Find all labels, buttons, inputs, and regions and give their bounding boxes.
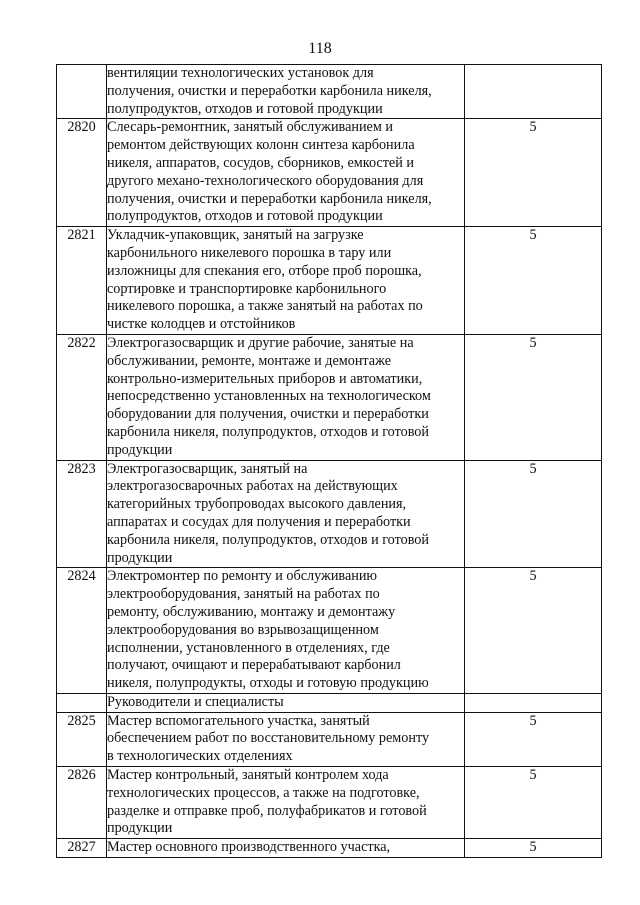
row-number-cell	[57, 65, 107, 119]
description-line: исполнении, установленного в отделениях, где	[107, 639, 390, 656]
occupation-description-cell	[107, 460, 465, 568]
description-line: получения, очистки и переработки карбонила никеля,	[107, 190, 432, 207]
occupation-description-cell	[107, 334, 465, 460]
row-number-cell: 2820	[57, 119, 107, 227]
description-line: получения, очистки и переработки карбонила никеля,	[107, 82, 432, 99]
description-line: обеспечением работ по восстановительному ремонту	[107, 730, 430, 747]
description-line: ремонту, обслуживанию, монтажу и демонтажу	[107, 603, 396, 620]
occupation-description-cell	[107, 693, 465, 712]
row-number-cell: 2826	[57, 767, 107, 839]
table-row	[57, 568, 602, 694]
description-line: никеля, полупродукты, отходы и готовую продукцию	[107, 675, 429, 692]
description-line: Электрогазосварщик и другие рабочие, занятые на	[107, 334, 414, 351]
value-cell	[465, 65, 602, 119]
description-line: электрооборудования, занятый на работах по	[107, 586, 380, 603]
description-line: Электрогазосварщик, занятый на	[107, 460, 308, 477]
description-line: полупродуктов, отходов и готовой продукции	[107, 100, 383, 117]
description-line: контрольно-измерительных приборов и автоматики,	[107, 370, 423, 387]
occupation-description-cell	[107, 712, 465, 766]
row-number-cell: 2825	[57, 712, 107, 766]
table-row	[57, 767, 602, 839]
value-cell: 5	[465, 460, 602, 568]
table-body	[57, 65, 602, 858]
description-line: вентиляции технологических установок для	[107, 65, 374, 81]
description-line: обслуживании, ремонте, монтаже и демонтаже	[107, 352, 392, 369]
table-row	[57, 693, 602, 712]
description-line: карбонильного никелевого порошка в тару или	[107, 244, 392, 261]
table-row	[57, 460, 602, 568]
description-line: продукции	[107, 820, 173, 837]
occupation-description-cell	[107, 65, 465, 119]
description-line: аппаратах и сосудах для получения и переработки	[107, 513, 411, 530]
description-line: карбонила никеля, полупродуктов, отходов и готовой	[107, 531, 429, 548]
row-number-cell: 2824	[57, 568, 107, 694]
description-line: сортировке и транспортировке карбонильного	[107, 280, 387, 297]
table-row	[57, 334, 602, 460]
description-line: Руководители и специалисты	[107, 693, 284, 710]
occupation-description-cell	[107, 119, 465, 227]
description-line: ремонтом действующих колонн синтеза карбонила	[107, 137, 415, 154]
description-line: никелевого порошка, а также занятый на работах по	[107, 298, 423, 315]
description-line: категорийных трубопроводах высокого давления,	[107, 496, 407, 513]
description-line: технологических процессов, а также на подготовке,	[107, 784, 420, 801]
occupations-table	[56, 64, 602, 858]
description-line: оборудовании для получения, очистки и переработки	[107, 406, 429, 423]
value-cell: 5	[465, 227, 602, 335]
value-cell: 5	[465, 839, 602, 858]
description-line: Электромонтер по ремонту и обслуживанию	[107, 568, 378, 585]
row-number-cell	[57, 693, 107, 712]
description-line: в технологических отделениях	[107, 748, 293, 765]
description-line: изложницы для спекания его, отборе проб порошка,	[107, 262, 422, 279]
description-line: полупродуктов, отходов и готовой продукции	[107, 208, 383, 225]
description-line: Слесарь-ремонтник, занятый обслуживанием и	[107, 119, 393, 136]
description-line: Мастер контрольный, занятый контролем хода	[107, 767, 389, 784]
description-line: другого механо-технологического оборудования для	[107, 172, 424, 189]
row-number-cell: 2821	[57, 227, 107, 335]
description-line: разделке и отправке проб, полуфабрикатов и готовой	[107, 802, 427, 819]
description-line: карбонила никеля, полупродуктов, отходов и готовой	[107, 423, 429, 440]
description-line: продукции	[107, 441, 173, 458]
table-row	[57, 227, 602, 335]
description-line: чистке колодцев и отстойников	[107, 316, 296, 333]
description-line: продукции	[107, 549, 173, 566]
row-number-cell: 2827	[57, 839, 107, 858]
occupation-description-cell	[107, 568, 465, 694]
value-cell: 5	[465, 712, 602, 766]
page-number: 118	[308, 40, 332, 57]
table-row	[57, 119, 602, 227]
occupation-description-cell	[107, 227, 465, 335]
row-number-cell: 2822	[57, 334, 107, 460]
value-cell: 5	[465, 334, 602, 460]
occupation-description-cell	[107, 839, 465, 858]
occupation-description-cell	[107, 767, 465, 839]
description-line: электрогазосварочных работах на действующих	[107, 478, 398, 495]
table-row	[57, 839, 602, 858]
description-line: получают, очищают и перерабатывают карбонил	[107, 657, 401, 674]
table-row	[57, 65, 602, 119]
table-row	[57, 712, 602, 766]
description-line: непосредственно установленных на технологическом	[107, 388, 431, 405]
value-cell: 5	[465, 568, 602, 694]
value-cell: 5	[465, 767, 602, 839]
description-line: электрооборудования во взрывозащищенном	[107, 621, 379, 638]
description-line: Мастер основного производственного участка,	[107, 839, 391, 856]
value-cell	[465, 693, 602, 712]
description-line: никеля, аппаратов, сосудов, сборников, емкостей и	[107, 154, 414, 171]
description-line: Укладчик-упаковщик, занятый на загрузке	[107, 227, 364, 244]
row-number-cell: 2823	[57, 460, 107, 568]
value-cell: 5	[465, 119, 602, 227]
description-line: Мастер вспомогательного участка, занятый	[107, 712, 370, 729]
